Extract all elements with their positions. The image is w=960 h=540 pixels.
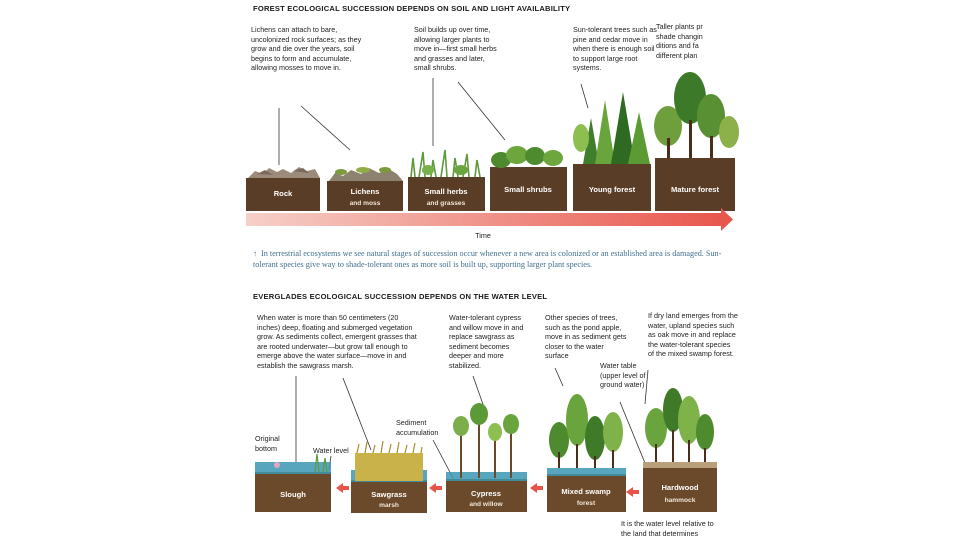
everglades-note-cypress: Water-tolerant cypress and willow move in and replace sawgrass as sediment becomes deeper and more stabilized. — [449, 313, 524, 370]
stage-sawgrass-marsh — [351, 441, 427, 513]
forest-note-soil: Soil builds up over time, allowing larger plants to move in—first small herbs and grasses and later, small shrubs. — [414, 25, 497, 73]
stage-mixed-swamp-sub: forest — [576, 500, 596, 507]
time-axis-label: Time — [475, 231, 491, 240]
stage-rock — [246, 167, 320, 211]
stage-sawgrass-sub: marsh — [379, 502, 399, 509]
forest-heading: FOREST ECOLOGICAL SUCCESSION DEPENDS ON SOIL AND LIGHT AVAILABILITY — [253, 4, 571, 13]
everglades-note-dry-land: If dry land emerges from the water, upland species such as oak move in and replace the water-tolerant species of the mixed swamp forest. — [648, 311, 738, 359]
stage-young-forest — [573, 92, 651, 211]
label-original-bottom: Original bottom — [255, 434, 280, 453]
everglades-note-slough: When water is more than 50 centimeters (20 inches) deep, floating and submerged vegetation grow. As sediments collect, emergent grasses that are rooted underwater—but grow tall enough to emerge above the water surface—move in and establish the sawgrass marsh. — [257, 313, 417, 370]
stage-hardwood-sub: hammock — [664, 497, 696, 504]
infographic-page — [243, 0, 743, 540]
stage-small-herbs — [408, 150, 485, 211]
stage-small-shrubs — [490, 146, 567, 211]
stage-lichens-sub: and moss — [349, 200, 381, 207]
forest-succession-diagram — [243, 0, 743, 240]
label-water-level: Water level — [313, 446, 349, 455]
stage-lichens-label: Lichens — [350, 187, 380, 196]
everglades-heading: EVERGLADES ECOLOGICAL SUCCESSION DEPENDS ON THE WATER LEVEL — [253, 292, 548, 301]
stage-herbs-label: Small herbs — [424, 187, 468, 196]
everglades-footnote: It is the water level relative to the land that determines — [621, 519, 714, 538]
stage-mixed-swamp-label: Mixed swamp — [561, 487, 611, 496]
label-water-table: Water table (upper level of ground water) — [600, 361, 646, 390]
forest-note-sun-trees: Sun-tolerant trees such as pine and cedar move in when there is enough soil to support large root systems. — [573, 25, 657, 73]
everglades-note-other-trees: Other species of trees, such as the pond apple, move in as sediment gets closer to the water surface — [545, 313, 627, 361]
stage-rock-label: Rock — [273, 189, 293, 198]
stage-slough — [255, 454, 331, 512]
stage-young-forest-label: Young forest — [588, 185, 636, 194]
everglades-succession-diagram — [243, 280, 743, 540]
stage-slough-label: Slough — [280, 490, 306, 499]
forest-caption — [253, 248, 733, 270]
stage-mature-forest-label: Mature forest — [670, 185, 720, 194]
stage-mature-forest — [654, 72, 739, 211]
forest-caption-text: In terrestrial ecosystems we see natural stages of succession occur whenever a new area is colonized or an established area is damaged. Sun-tolerant species give way to shade-tolerant ones as more soil is built up, supporting larger plant species. — [253, 249, 722, 269]
stage-hardwood-label: Hardwood — [661, 483, 699, 492]
time-arrow — [246, 208, 733, 240]
stage-cypress-sub: and willow — [469, 501, 503, 508]
caption-arrow-icon: ↑ — [253, 249, 257, 258]
label-sediment: Sediment accumulation — [396, 418, 439, 437]
forest-note-taller: Taller plants pr shade changin ditions and fa different plan — [656, 22, 703, 60]
stage-cypress-willow — [446, 403, 527, 512]
stage-hardwood-hammock — [643, 388, 717, 512]
stage-mixed-swamp-forest — [547, 394, 626, 512]
stage-lichens — [327, 167, 403, 211]
stage-shrubs-label: Small shrubs — [504, 185, 552, 194]
stage-sawgrass-label: Sawgrass — [371, 490, 407, 499]
stage-herbs-sub: and grasses — [426, 200, 466, 207]
forest-note-lichens: Lichens can attach to bare, uncolonized rock surfaces; as they grow and die over the years, soil begins to form and accumulate, allowing mosses to move in. — [251, 25, 362, 73]
stage-cypress-label: Cypress — [471, 489, 501, 498]
